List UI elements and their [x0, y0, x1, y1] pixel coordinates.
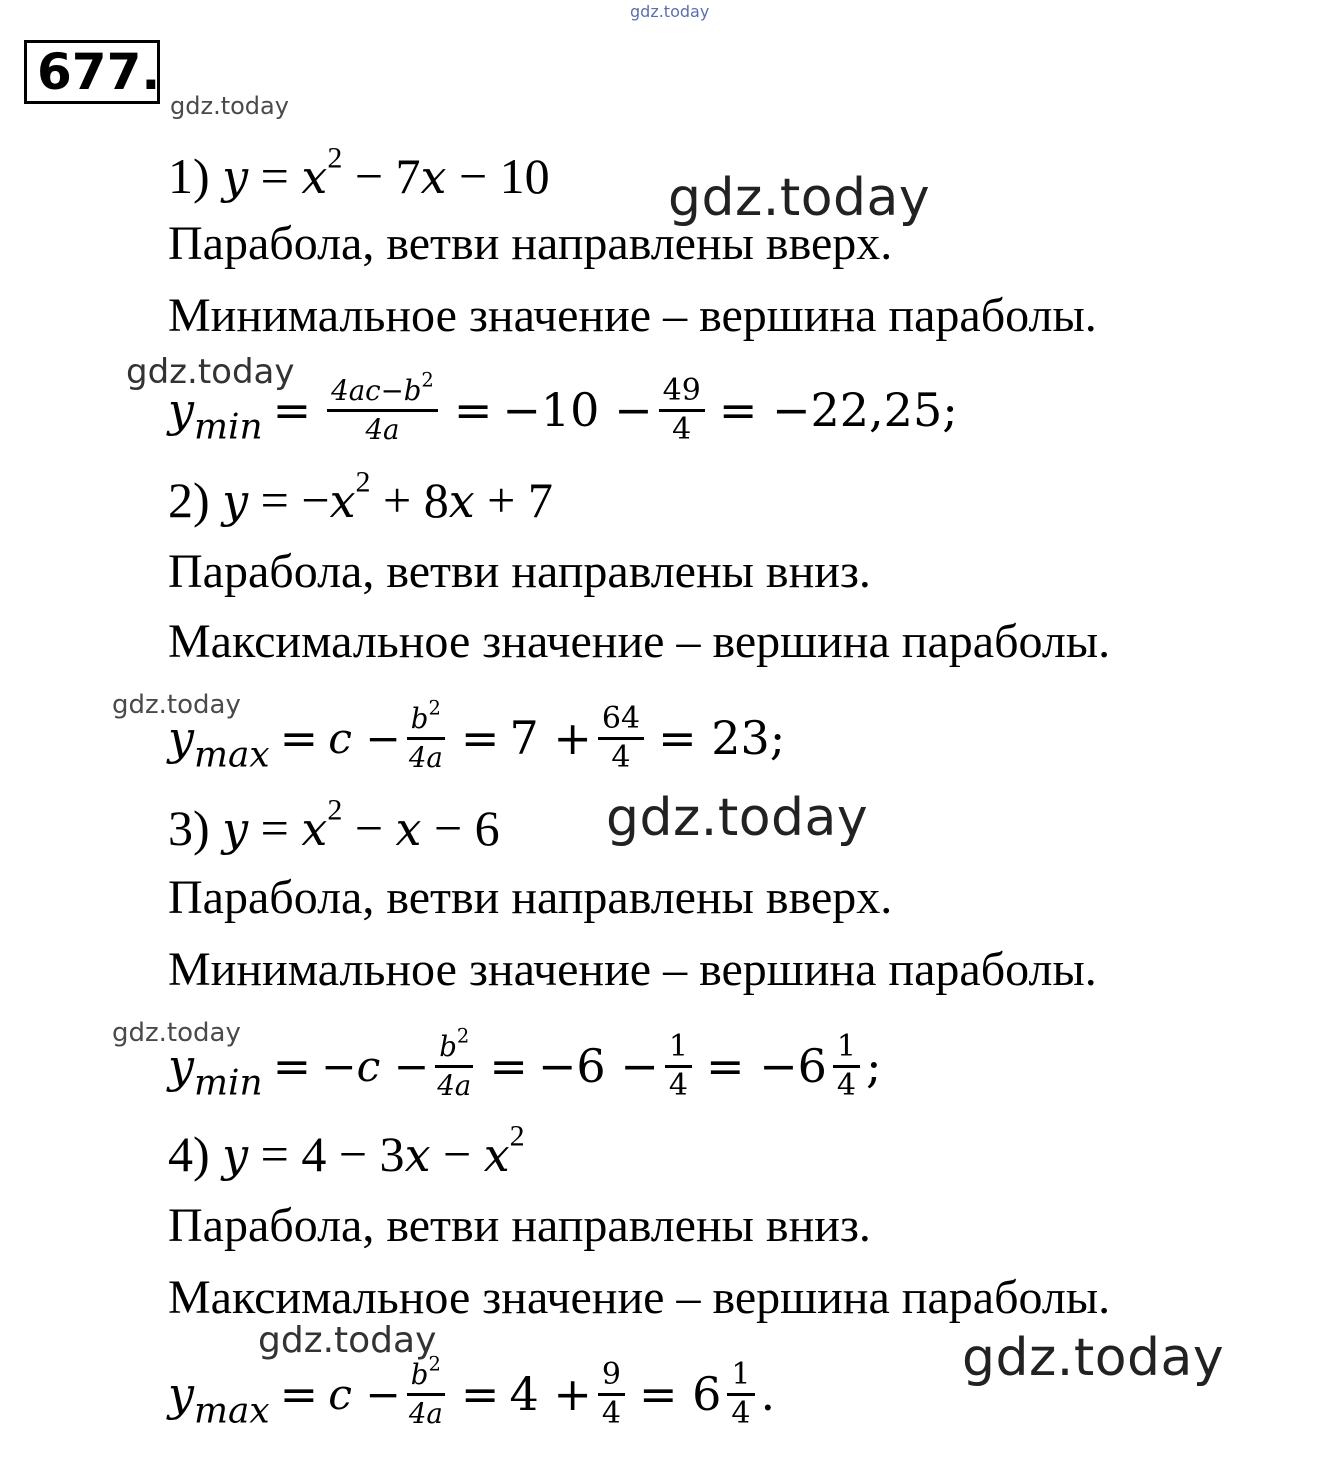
fraction: $\frac{1}{4}$ — [727, 1357, 754, 1432]
watermark-small: gdz.today — [170, 92, 289, 120]
fraction: $\frac{b^2}{4a}$ — [435, 1029, 473, 1104]
equation-2: 2) $y = -x^2 + 8x + 7$ — [168, 465, 553, 528]
fraction: $\frac{9}{4}$ — [598, 1357, 625, 1432]
extremum-text-3: Минимальное значение – вершина параболы. — [168, 943, 1097, 996]
problem-number: 677. — [24, 40, 160, 104]
branches-text-2: Парабола, ветви направлены вниз. — [168, 545, 871, 598]
equation-3: 3) $y = x^2 - x - 6$ — [168, 793, 500, 856]
fraction: $\frac{b^2}{4a}$ — [407, 701, 445, 776]
watermark-large: gdz.today — [668, 168, 931, 228]
branches-text-1: Парабола, ветви направлены вверх. — [168, 217, 893, 270]
fraction: $\frac{b^2}{4a}$ — [407, 1357, 445, 1432]
branches-text-3: Парабола, ветви направлены вверх. — [168, 871, 893, 924]
watermark-large: gdz.today — [962, 1328, 1225, 1388]
result-formula-3: $y_{min}$ = −c − $\frac{b^2}{4a}$ = −6 − $\frac{1}{4}$ = −6 $\frac{1}{4}$ ; — [168, 1023, 882, 1104]
extremum-text-1: Минимальное значение – вершина параболы. — [168, 289, 1097, 342]
result-formula-1: $y_{min}$ = $\frac{4ac-b^2}{4a}$ = −10 − $\frac{49}{4}$ = −22,25; — [168, 367, 958, 448]
extremum-text-2: Максимальное значение – вершина параболы. — [168, 615, 1111, 668]
watermark-top: gdz.today — [630, 2, 710, 21]
watermark-small: gdz.today — [112, 1018, 241, 1048]
fraction: $\frac{1}{4}$ — [833, 1029, 860, 1104]
fraction: $\frac{64}{4}$ — [598, 701, 644, 776]
watermark-small: gdz.today — [112, 690, 241, 720]
result-formula-4: $y_{max}$ = c − $\frac{b^2}{4a}$ = 4 + $\frac{9}{4}$ = 6 $\frac{1}{4}$ . — [168, 1351, 776, 1432]
watermark-small: gdz.today — [258, 1320, 437, 1361]
fraction: $\frac{4ac-b^2}{4a}$ — [327, 373, 438, 448]
watermark-large: gdz.today — [606, 788, 869, 848]
equation-1: 1) $y = x^2 - 7x - 10$ — [168, 141, 550, 204]
result-formula-2: $y_{max}$ = c − $\frac{b^2}{4a}$ = 7 + $\frac{64}{4}$ = 23; — [168, 695, 786, 776]
extremum-text-4: Максимальное значение – вершина параболы. — [168, 1271, 1111, 1324]
mixed-number: = −6 $\frac{1}{4}$ ; — [705, 1028, 882, 1103]
mixed-number: = 6 $\frac{1}{4}$ . — [638, 1356, 776, 1431]
branches-text-4: Парабола, ветви направлены вниз. — [168, 1199, 871, 1252]
fraction: $\frac{1}{4}$ — [665, 1029, 692, 1104]
fraction: $\frac{49}{4}$ — [659, 373, 705, 448]
equation-4: 4) $y = 4 - 3x - x^2$ — [168, 1119, 525, 1182]
watermark-small: gdz.today — [126, 352, 295, 392]
